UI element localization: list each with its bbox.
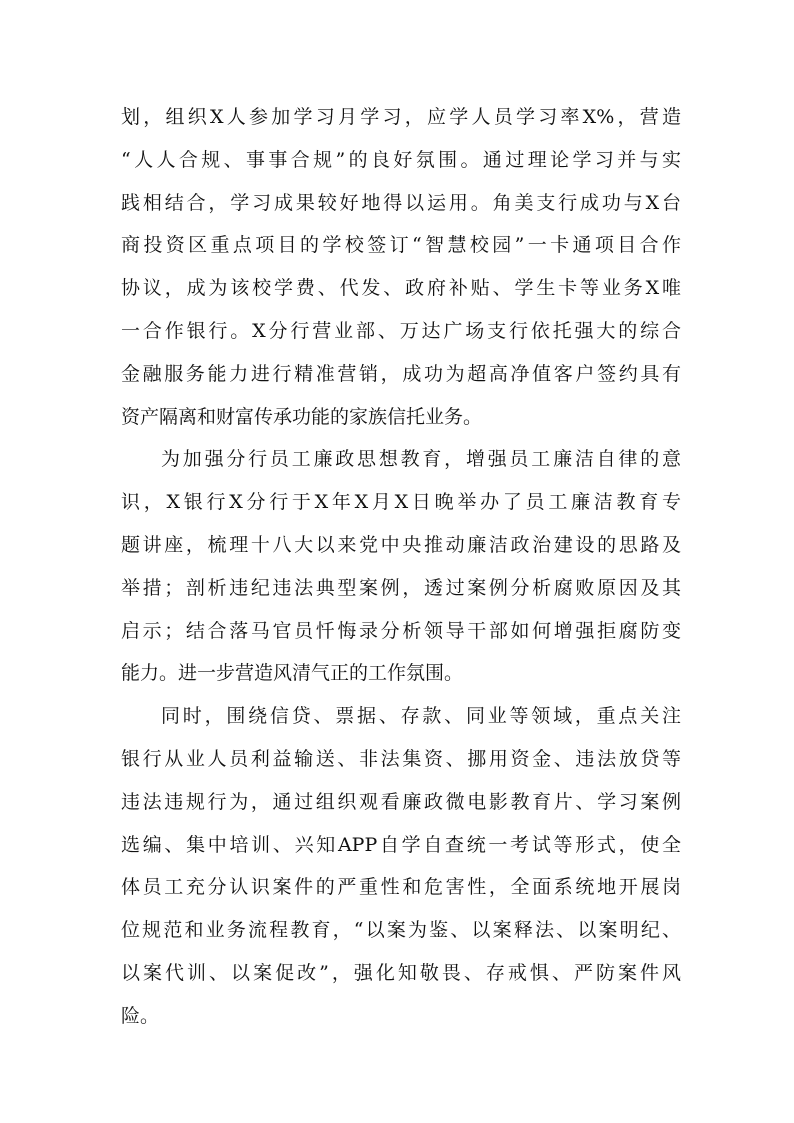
text-line: 违法违规行为，通过组织观看廉政微电影教育片、学习案例 bbox=[121, 790, 681, 813]
text-line: 协议，成为该校学费、代发、政府补贴、学生卡等业务X唯 bbox=[121, 277, 681, 300]
text-line: 题讲座，梳理十八大以来党中央推动廉洁政治建设的思路及 bbox=[121, 533, 681, 556]
paragraph-first-line: 为加强分行员工廉政思想教育，增强员工廉洁自律的意 bbox=[161, 448, 681, 471]
text-line: 位规范和业务流程教育，“以案为鉴、以案释法、以案明纪、 bbox=[121, 919, 681, 942]
text-line: 举措；剖析违纪违法典型案例，透过案例分析腐败原因及其 bbox=[121, 576, 681, 599]
text-line: 体员工充分认识案件的严重性和危害性，全面系统地开展岗 bbox=[121, 876, 681, 899]
text-line: 践相结合，学习成果较好地得以运用。角美支行成功与X台 bbox=[121, 191, 681, 214]
text-line: 一合作银行。X分行营业部、万达广场支行依托强大的综合 bbox=[121, 319, 681, 342]
text-line: 金融服务能力进行精准营销，成功为超高净值客户签约具有 bbox=[121, 362, 681, 385]
text-line: 启示；结合落马官员忏悔录分析领导干部如何增强拒腐防变 bbox=[121, 619, 681, 642]
text-line: 银行从业人员利益输送、非法集资、挪用资金、违法放贷等 bbox=[121, 747, 681, 770]
text-line: 以案代训、以案促改”，强化知敬畏、存戒惧、严防案件风 bbox=[121, 961, 681, 984]
text-line: 划，组织X人参加学习月学习，应学人员学习率X%，营造 bbox=[121, 106, 681, 128]
paragraph-first-line: 同时，围绕信贷、票据、存款、同业等领域，重点关注 bbox=[161, 705, 681, 728]
text-line: 识，X银行X分行于X年X月X日晚举办了员工廉洁教育专 bbox=[121, 491, 681, 514]
text-line: 资产隔离和财富传承功能的家族信托业务。 bbox=[121, 405, 483, 428]
document-body bbox=[121, 96, 681, 1038]
text-line: “人人合规、事事合规”的良好氛围。通过理论学习并与实 bbox=[121, 148, 681, 171]
text-line: 险。 bbox=[121, 1004, 160, 1027]
text-line: 能力。进一步营造风清气正的工作氛围。 bbox=[121, 662, 464, 685]
text-line: 商投资区重点项目的学校签订“智慧校园”一卡通项目合作 bbox=[121, 234, 681, 257]
text-line: 选编、集中培训、兴知APP自学自查统一考试等形式，使全 bbox=[121, 833, 681, 856]
